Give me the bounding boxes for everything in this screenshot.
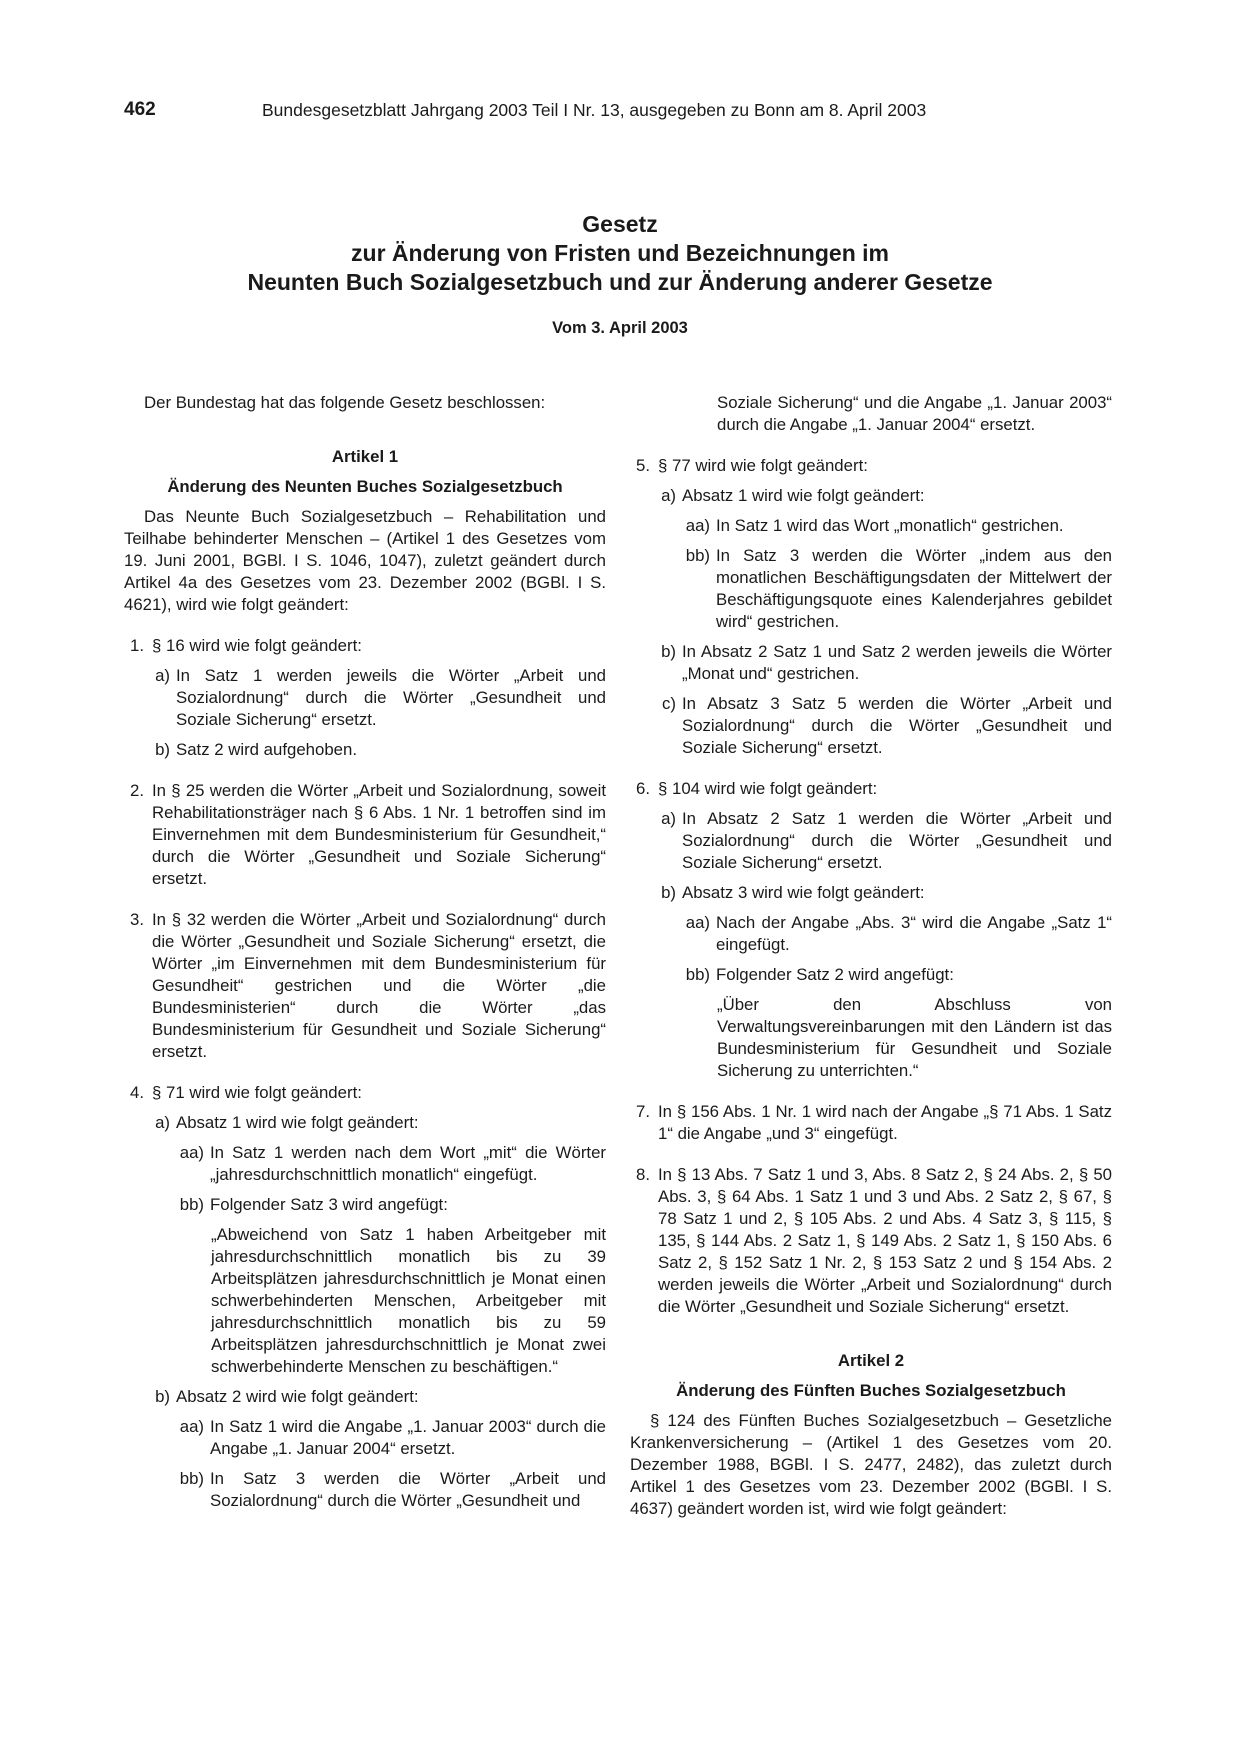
list-item-text: § 77 wird wie folgt geändert: [658,456,868,475]
list-item-label: b) [155,1387,170,1406]
list-item-text: In § 25 werden die Wörter „Arbeit und Sozialordnung, soweit Rehabilitationsträger nach § 6 Abs. 1 Nr. 1 betroffen sind im Einvernehmen mit dem Bundesministerium für Gesundheit,“ durch die Wörter „Gesundheit und Soziale Sicherung“ ersetzt. [152,781,606,888]
article-1-body: Das Neunte Buch Sozialgesetzbuch – Rehabilitation und Teilhabe behinderter Menschen – (Artikel 1 des Gesetzes vom 19. Juni 2001, BGBl. I S. 1046, 1047), zuletzt geändert durch Artikel 4a des Gesetzes vom 23. Dezember 2002 (BGBl. I S. 4621), wird wie folgt geändert: [124,507,606,614]
list-item-label: 3. [130,910,144,929]
list-item-text: Absatz 1 wird wie folgt geändert: [176,1113,419,1132]
list-item-text: In Satz 3 werden die Wörter „indem aus den monatlichen Beschäftigungsdaten der Mittelwert der Beschäftigungsquote eines Kalenderjahres gebildet wird“ gestrichen. [716,546,1112,631]
list-item-text: Nach der Angabe „Abs. 3“ wird die Angabe „Satz 1“ eingefügt. [716,913,1112,954]
list-item-text: § 71 wird wie folgt geändert: [152,1083,362,1102]
list-item-text: Absatz 3 wird wie folgt geändert: [682,883,925,902]
list-item-text: In Absatz 3 Satz 5 werden die Wörter „Arbeit und Sozialordnung“ durch die Wörter „Gesundheit und Soziale Sicherung“ ersetzt. [682,694,1112,757]
list-item-6 [630,778,1112,800]
list-item-text: § 104 wird wie folgt geändert: [658,779,878,798]
list-item-3 [124,909,606,1063]
list-item-text: Absatz 2 wird wie folgt geändert: [176,1387,419,1406]
list-item-4a [150,1112,606,1134]
article-2-subheading: Änderung des Fünften Buches Sozialgesetzbuch [676,1381,1066,1400]
list-item-label: aa) [685,913,710,932]
list-item-4a-bb [176,1194,606,1216]
list-item-5c [656,693,1112,759]
list-item-text: Folgender Satz 3 wird angefügt: [210,1195,448,1214]
list-item-label: bb) [685,965,710,984]
law-title-line-1: Gesetz [582,211,658,237]
list-item-text: In Satz 1 wird das Wort „monatlich“ gestrichen. [716,516,1064,535]
list-item-4b [150,1386,606,1408]
list-item-label: 5. [636,456,650,475]
page-number: 462 [124,99,156,120]
list-item-text: In Satz 3 werden die Wörter „Arbeit und Sozialordnung“ durch die Wörter „Gesundheit und [210,1469,606,1510]
law-title-line-3: Neunten Buch Sozialgesetzbuch und zur Änderung anderer Gesetze [247,269,993,295]
list-item-text: In Absatz 2 Satz 1 und Satz 2 werden jeweils die Wörter „Monat und“ gestrichen. [682,642,1112,683]
list-item-7 [630,1101,1112,1145]
list-item-text: In Satz 1 werden nach dem Wort „mit“ die Wörter „jahresdurchschnittlich monatlich“ eingefügt. [210,1143,606,1184]
quoted-sentence: „Über den Abschluss von Verwaltungsvereinbarungen mit den Ländern ist das Bundesministerium für Gesundheit und Soziale Sicherung zu unterrichten.“ [717,995,1112,1080]
list-item-label: 7. [636,1102,650,1121]
list-item-label: b) [155,740,170,759]
list-item-label: 1. [130,636,144,655]
continued-text: Soziale Sicherung“ und die Angabe „1. Januar 2003“ durch die Angabe „1. Januar 2004“ ersetzt. [717,393,1112,434]
list-item-4a-aa [176,1142,606,1186]
list-item-4b-bb [176,1468,606,1512]
list-item-label: a) [155,666,170,685]
running-title: Bundesgesetzblatt Jahrgang 2003 Teil I Nr. 13, ausgegeben zu Bonn am 8. April 2003 [262,100,927,120]
list-item-label: 8. [636,1165,650,1184]
list-item-label: b) [661,883,676,902]
law-date: Vom 3. April 2003 [552,319,688,337]
left-column [124,392,606,1512]
list-item-5a [656,485,1112,507]
article-1-heading: Artikel 1 [331,447,399,466]
list-item-label: c) [662,694,676,713]
enactment-clause: Der Bundestag hat das folgende Gesetz beschlossen: [144,393,546,412]
list-item-label: aa) [179,1417,204,1436]
list-item-text: § 16 wird wie folgt geändert: [152,636,362,655]
list-item-2 [124,780,606,890]
list-item-8 [630,1164,1112,1318]
list-item-label: bb) [179,1195,204,1214]
list-item-label: 4. [130,1083,144,1102]
list-item-label: bb) [179,1469,204,1488]
list-item-text: In Satz 1 wird die Angabe „1. Januar 2003“ durch die Angabe „1. Januar 2004“ ersetzt. [210,1417,606,1458]
list-item-5a-bb [682,545,1112,633]
list-item-1a [150,665,606,731]
list-item-text: Satz 2 wird aufgehoben. [176,740,357,759]
article-2-heading: Artikel 2 [837,1351,905,1370]
list-item-1b [150,739,606,761]
list-item-6b-aa [682,912,1112,956]
list-item-label: 6. [636,779,650,798]
list-item-5a-aa [682,515,1112,537]
list-item-label: a) [661,809,676,828]
article-1-subheading: Änderung des Neunten Buches Sozialgesetzbuch [167,477,563,496]
list-item-6b [656,882,1112,904]
list-item-label: aa) [685,516,710,535]
list-item-label: b) [661,642,676,661]
list-item-label: a) [155,1113,170,1132]
list-item-text: In Satz 1 werden jeweils die Wörter „Arbeit und Sozialordnung“ durch die Wörter „Gesundheit und Soziale Sicherung“ ersetzt. [176,666,606,729]
law-title [0,210,1240,297]
list-item-text: In Absatz 2 Satz 1 werden die Wörter „Arbeit und Sozialordnung“ durch die Wörter „Gesundheit und Soziale Sicherung“ ersetzt. [682,809,1112,872]
article-2-body: § 124 des Fünften Buches Sozialgesetzbuch – Gesetzliche Krankenversicherung – (Artikel 1 des Gesetzes vom 20. Dezember 1988, BGBl. I S. 2477, 2482), das zuletzt durch Artikel 1 des Gesetzes vom 23. Dezember 2002 (BGBl. I S. 4637) geändert worden ist, wird wie folgt geändert: [630,1411,1112,1518]
list-item-5b [656,641,1112,685]
list-item-6b-bb [682,964,1112,986]
list-item-label: bb) [685,546,710,565]
list-item-text: In § 32 werden die Wörter „Arbeit und Sozialordnung“ durch die Wörter „Gesundheit und Soziale Sicherung“ ersetzt, die Wörter „im Einvernehmen mit dem Bundesministerium für Gesundheit“ gestrichen und die Wörter „die Bundesministerien“ durch die Wörter „das Bundesministerium für Gesundheit und Soziale Sicherung“ ersetzt. [152,910,606,1061]
list-item-1 [124,635,606,657]
list-item-6a [656,808,1112,874]
list-item-text: In § 13 Abs. 7 Satz 1 und 3, Abs. 8 Satz 2, § 24 Abs. 2, § 50 Abs. 3, § 64 Abs. 1 Satz 1 und 3 und Abs. 2 Satz 2, § 67, § 78 Satz 1 und 2, § 105 Abs. 2 und Abs. 4 Satz 3, § 115, § 135, § 144 Abs. 2 Satz 1, § 149 Abs. 2 Satz 1, § 150 Abs. 6 Satz 2, § 152 Satz 1 Nr. 2, § 153 Satz 2 und § 154 Abs. 2 werden jeweils die Wörter „Arbeit und Sozialordnung“ durch die Wörter „Gesundheit und Soziale Sicherung“ ersetzt. [658,1165,1112,1316]
list-item-4 [124,1082,606,1104]
list-item-5 [630,455,1112,477]
list-item-4b-aa [176,1416,606,1460]
list-item-label: 2. [130,781,144,800]
list-item-text: Folgender Satz 2 wird angefügt: [716,965,954,984]
list-item-text: In § 156 Abs. 1 Nr. 1 wird nach der Angabe „§ 71 Abs. 1 Satz 1“ die Angabe „und 3“ eingefügt. [658,1102,1112,1143]
list-item-label: a) [661,486,676,505]
list-item-text: Absatz 1 wird wie folgt geändert: [682,486,925,505]
law-title-line-2: zur Änderung von Fristen und Bezeichnungen im [351,240,889,266]
right-column [630,392,1112,1520]
quoted-sentence: „Abweichend von Satz 1 haben Arbeitgeber mit jahresdurchschnittlich monatlich bis zu 39 Arbeitsplätzen jahresdurchschnittlich je Monat einen schwerbehinderten Menschen, Arbeitgeber mit jahresdurchschnittlich monatlich bis zu 59 Arbeitsplätzen jahresdurchschnittlich je Monat zwei schwerbehinderte Menschen zu beschäftigen.“ [211,1225,606,1376]
list-item-label: aa) [179,1143,204,1162]
